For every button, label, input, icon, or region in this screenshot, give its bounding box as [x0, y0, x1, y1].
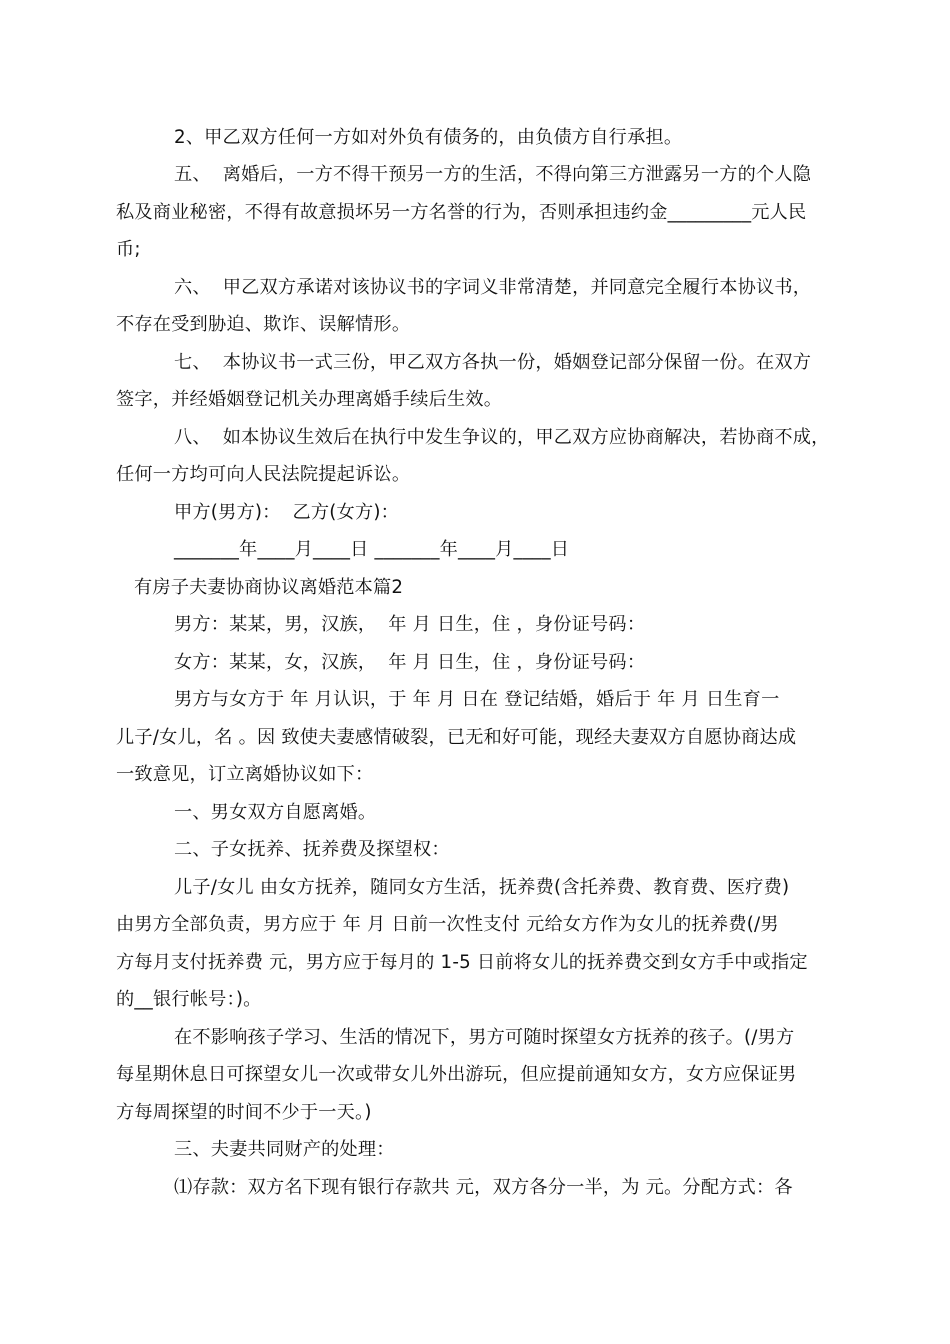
- background-line-3: 一致意见，订立离婚协议如下：: [116, 764, 374, 785]
- male-party-info: 男方：某某，男，汉族， 年 月 日生，住 ，身份证号码：: [174, 614, 646, 635]
- clause-6-line-2: 不存在受到胁迫、欺诈、误解情形。: [116, 314, 411, 335]
- signature-parties: 甲方(男方)： 乙方(女方)：: [174, 502, 400, 523]
- visitation-line-1: 在不影响孩子学习、生活的情况下，男方可随时探望女方抚养的孩子。(/男方: [174, 1027, 795, 1048]
- clause-5-line-1: 五、 离婚后，一方不得干预另一方的生活，不得向第三方泄露另一方的个人隐: [174, 164, 812, 185]
- deposit-clause: ⑴存款：双方名下现有银行存款共 元，双方各分一半，为 元。分配方式：各: [174, 1177, 793, 1198]
- clause-7-line-2: 签字，并经婚姻登记机关办理离婚手续后生效。: [116, 389, 503, 410]
- clause-8-line-2: 任何一方均可向人民法院提起诉讼。: [116, 464, 411, 485]
- background-line-1: 男方与女方于 年 月认识，于 年 月 日在 登记结婚，婚后于 年 月 日生育一: [174, 689, 780, 710]
- child-support-line-4: 的__银行帐号：)。: [116, 989, 262, 1010]
- article-1: 一、男女双方自愿离婚。: [174, 802, 377, 823]
- signature-dates: _______年____月____日 _______年____月____日: [174, 539, 570, 560]
- visitation-line-2: 每星期休息日可探望女儿一次或带女儿外出游玩，但应提前通知女方，女方应保证男: [116, 1064, 797, 1085]
- clause-6-line-1: 六、 甲乙双方承诺对该协议书的字词义非常清楚，并同意完全履行本协议书，: [174, 277, 812, 298]
- article-3-heading: 三、夫妻共同财产的处理：: [174, 1139, 395, 1160]
- clause-5-line-3: 币;: [116, 239, 141, 260]
- visitation-line-3: 方每周探望的时间不少于一天。): [116, 1102, 372, 1123]
- clause-8-line-1: 八、 如本协议生效后在执行中发生争议的，甲乙双方应协商解决，若协商不成，: [174, 427, 830, 448]
- female-party-info: 女方：某某，女，汉族， 年 月 日生，住 ，身份证号码：: [174, 652, 646, 673]
- child-support-line-3: 方每月支付抚养费 元，男方应于每月的 1-5 日前将女儿的抚养费交到女方手中或指定: [116, 952, 808, 973]
- clause-5-line-2: 私及商业秘密，不得有故意损坏另一方名誉的行为，否则承担违约金_________元人民: [116, 202, 807, 223]
- clause-2-debt: 2、甲乙双方任何一方如对外负有债务的，由负债方自行承担。: [174, 127, 683, 148]
- child-support-line-1: 儿子/女儿 由女方抚养，随同女方生活，抚养费(含托养费、教育费、医疗费): [174, 877, 790, 898]
- child-support-line-2: 由男方全部负责，男方应于 年 月 日前一次性支付 元给女方作为女儿的抚养费(/男: [116, 914, 779, 935]
- article-2-heading: 二、子女抚养、抚养费及探望权：: [174, 839, 450, 860]
- background-line-2: 儿子/女儿，名 。因 致使夫妻感情破裂，已无和好可能，现经夫妻双方自愿协商达成: [116, 727, 797, 748]
- clause-7-line-1: 七、 本协议书一式三份，甲乙双方各执一份，婚姻登记部分保留一份。在双方: [174, 352, 812, 373]
- section-title: 有房子夫妻协商协议离婚范本篇2: [134, 577, 404, 598]
